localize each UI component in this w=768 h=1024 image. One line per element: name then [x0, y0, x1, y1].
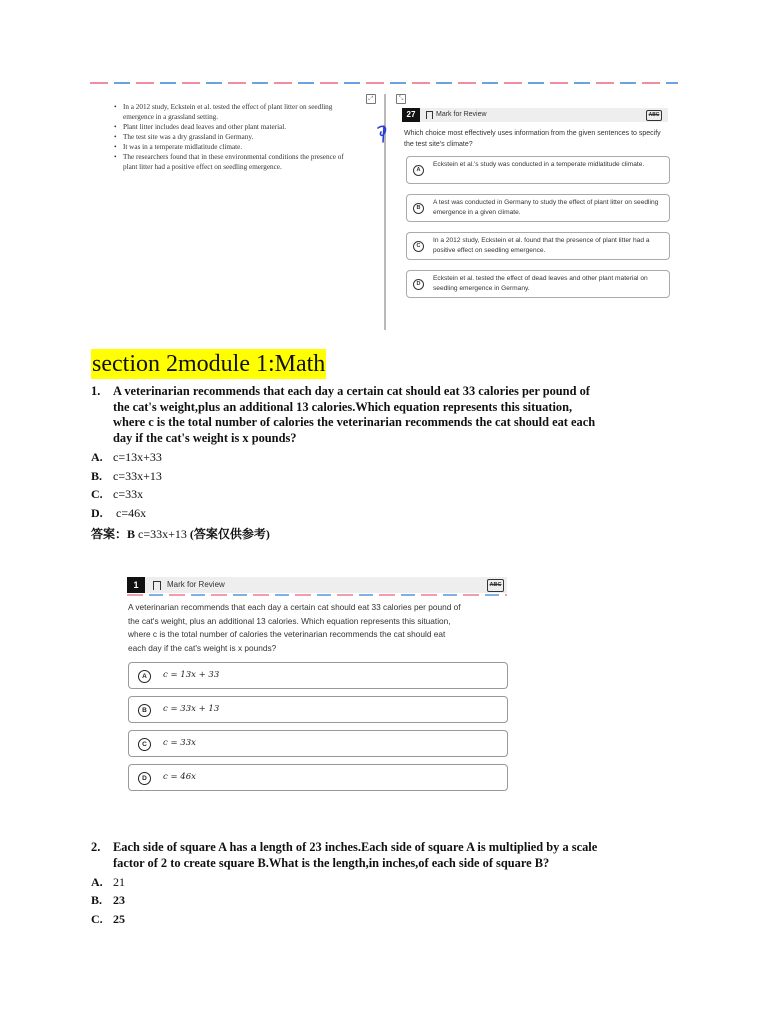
question-2: [91, 840, 711, 872]
choice-text: c=46x: [113, 506, 147, 520]
choice-letter: B.: [91, 469, 103, 483]
option-text: Eckstein et al. tested the effect of dead leaves and other plant material on seedling emergence in Germany.: [433, 275, 648, 292]
choice-text: c=33x+13: [113, 469, 162, 483]
choice-letter: B.: [91, 893, 103, 907]
pen-mark-icon: [373, 122, 395, 146]
passage-bullet: • It was in a temperate midlatitude climate.: [114, 142, 354, 152]
question-text: [113, 384, 595, 446]
question-number: 1.: [91, 384, 101, 398]
question-header: [127, 577, 507, 593]
option-text: In a 2012 study, Eckstein et al. found that the presence of plant litter had a positive effect on seedling emergence.: [433, 237, 650, 254]
question-number: 1: [127, 577, 145, 593]
option-text: c = 46x: [163, 772, 196, 782]
choice-text: 25: [113, 912, 125, 926]
reading-question-screenshot: [90, 86, 678, 330]
math-question-screenshot: [127, 577, 511, 795]
option-letter: B: [138, 704, 151, 717]
option-letter: B: [413, 203, 424, 214]
option-letter: A: [413, 165, 424, 176]
choice-letter: A.: [91, 450, 103, 464]
choice-letter: C.: [91, 912, 103, 926]
question-number: 2.: [91, 840, 101, 854]
option-letter: D: [413, 279, 424, 290]
answer-option-a[interactable]: [128, 662, 508, 689]
section-heading: section 2module 1:Math: [92, 351, 326, 377]
question-line: day if the cat's weight is x pounds?: [113, 430, 297, 445]
answer-label: 答案：B: [91, 527, 136, 541]
option-text: c = 33x: [163, 738, 196, 748]
choice-text: c=33x: [113, 487, 144, 501]
question-line: A veterinarian recommends that each day a certain cat should eat 33 calories per pound of: [113, 384, 590, 398]
question-line: the cat's weight, plus an additional 13 calories. Which equation represents this situation,: [128, 615, 451, 626]
option-text: c = 13x + 33: [163, 670, 220, 680]
question-number: 27: [402, 108, 420, 122]
option-letter: C: [413, 241, 424, 252]
header-divider: [127, 594, 507, 596]
passage-bullet: • The test site was a dry grassland in Germany.: [114, 132, 354, 142]
passage-bullet: • In a 2012 study, Eckstein et al. tested the effect of plant litter on seedling emergence in a grassland setting.: [114, 102, 354, 122]
question-line: where c is the total number of calories the veterinarian recommends the cat should eat each: [113, 415, 596, 429]
mark-for-review-button[interactable]: Mark for Review: [167, 580, 225, 589]
answer-value: c=33x+13: [135, 527, 187, 541]
choice-b: [91, 893, 125, 908]
choice-b: [91, 469, 162, 484]
question-header: [402, 108, 668, 122]
expand-icon[interactable]: ⤢: [366, 94, 376, 104]
choice-letter: A.: [91, 875, 103, 889]
answer-option-b[interactable]: [128, 696, 508, 723]
passage-bullets: [114, 102, 354, 172]
choice-text: 23: [113, 893, 125, 907]
answer-note: (答案仅供参考): [186, 527, 270, 541]
question-line: the cat's weight,plus an additional 13 calories.Which equation represents this situation,: [113, 399, 573, 414]
choice-a: [91, 875, 125, 890]
bookmark-icon[interactable]: [153, 581, 161, 590]
answer-option-b[interactable]: [406, 194, 670, 222]
answer-option-c[interactable]: [406, 232, 670, 260]
question-line: where c is the total number of calories the veterinarian recommends the cat should eat: [128, 629, 446, 639]
choice-letter: D.: [91, 506, 103, 520]
option-text: c = 33x + 13: [163, 704, 220, 714]
question-line: each day if the cat's weight is x pounds?: [128, 642, 277, 653]
choice-text: 21: [113, 875, 125, 889]
option-letter: D: [138, 772, 151, 785]
question-line: Each side of square A has a length of 23 inches.Each side of square A is multiplied by a scale: [113, 840, 598, 854]
mark-for-review-button[interactable]: Mark for Review: [436, 111, 487, 118]
question-1: [91, 384, 711, 448]
answer-line: [91, 525, 270, 542]
abc-eliminator-button[interactable]: ABC: [646, 110, 662, 121]
option-text: A test was conducted in Germany to study the effect of plant litter on seedling emergence in a given climate.: [433, 199, 659, 216]
choice-d: [91, 506, 146, 521]
choice-c: [91, 487, 143, 502]
choice-text: c=13x+33: [113, 450, 162, 464]
answer-option-d[interactable]: [406, 270, 670, 298]
option-letter: A: [138, 670, 151, 683]
option-text: Eckstein et al.'s study was conducted in a temperate midlatitude climate.: [433, 161, 645, 168]
question-line: A veterinarian recommends that each day a certain cat should eat 33 calories per pound of: [128, 602, 461, 612]
abc-eliminator-button[interactable]: ABC: [487, 579, 504, 592]
choice-a: [91, 450, 162, 465]
answer-option-a[interactable]: [406, 156, 670, 184]
answer-option-d[interactable]: [128, 764, 508, 791]
bookmark-icon[interactable]: [426, 111, 433, 119]
option-letter: C: [138, 738, 151, 751]
choice-c: [91, 912, 125, 927]
choice-letter: C.: [91, 487, 103, 501]
top-divider: [90, 82, 678, 84]
passage-bullet: • The researchers found that in these environmental conditions the presence of plant litter had a positive effect on seedling emergence.: [114, 152, 354, 172]
collapse-icon[interactable]: ⤡: [396, 94, 406, 104]
passage-bullet: • Plant litter includes dead leaves and other plant material.: [114, 122, 354, 132]
question-text: Which choice most effectively uses information from the given sentences to specify the test site's climate?: [404, 130, 661, 148]
question-line: factor of 2 to create square B.What is the length,in inches,of each side of square B?: [113, 855, 550, 870]
answer-option-c[interactable]: [128, 730, 508, 757]
question-text: [113, 840, 597, 871]
question-text: [128, 601, 510, 655]
